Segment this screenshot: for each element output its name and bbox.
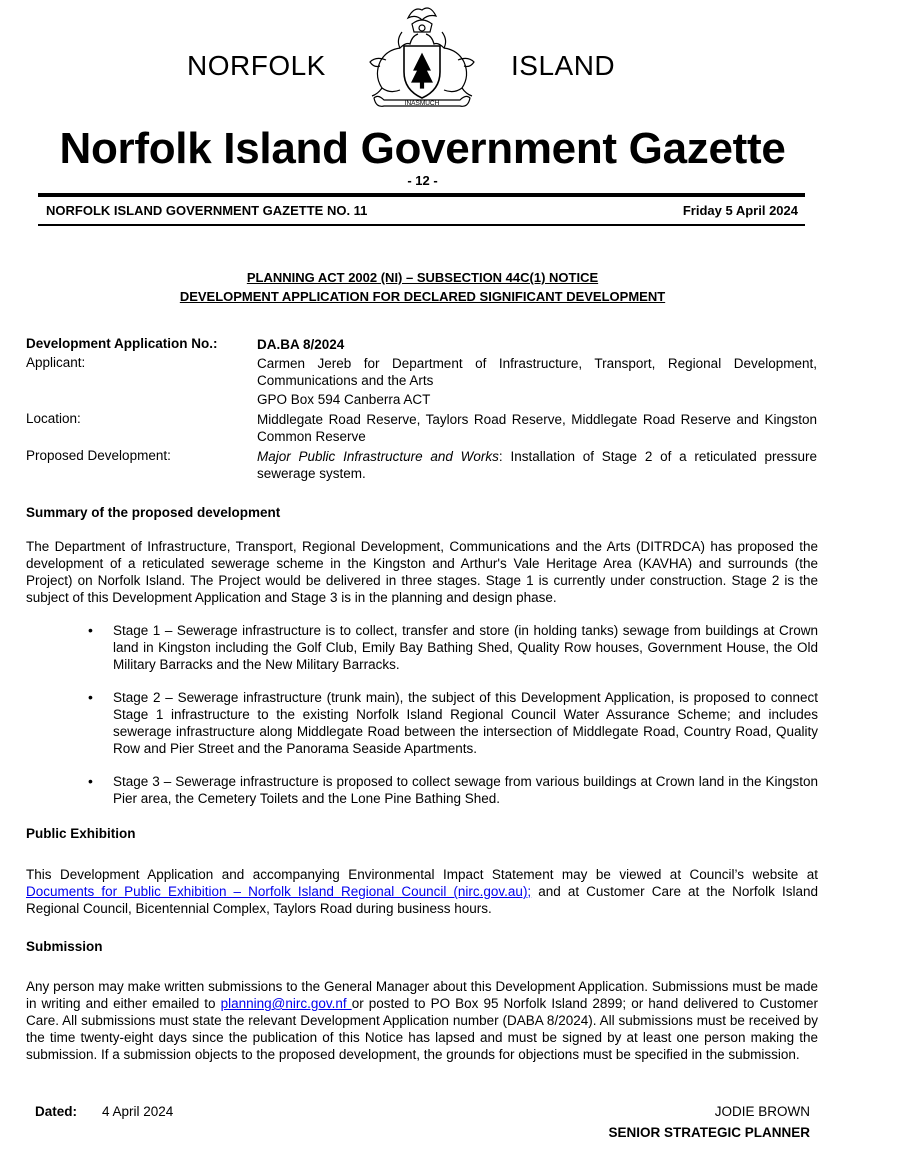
signatory-name: JODIE BROWN [714, 1104, 810, 1119]
gazette-number: NORFOLK ISLAND GOVERNMENT GAZETTE NO. 11 [46, 203, 368, 218]
coat-of-arms-crest [356, 2, 486, 114]
page-number: - 12 - [407, 173, 438, 188]
location-label: Location: [26, 411, 81, 426]
crest-motto: INASMUCH [404, 100, 440, 107]
notice-heading-1: PLANNING ACT 2002 (NI) – SUBSECTION 44C(1) NOTICE [246, 270, 599, 285]
gazette-title: Norfolk Island Government Gazette [59, 124, 786, 173]
gazette-date: Friday 5 April 2024 [682, 203, 798, 218]
stage-1-bullet: Stage 1 – Sewerage infrastructure is to collect, transfer and store (in holding tanks) sewage from buildings at Crown land in Kingston including the Golf Club, Emily Bay Bathing Shed, Quality Row houses, Government House, the Old Military Barracks and the New Military Barracks. [113, 623, 818, 672]
header-rule-top [38, 193, 805, 197]
bullet-marker: • [88, 689, 93, 705]
proposed-label: Proposed Development: [26, 448, 171, 463]
proposed-type: Major Public Infrastructure and Works [257, 449, 499, 464]
planning-email-link[interactable]: planning@nirc.gov.nf [220, 996, 352, 1011]
exhibition-documents-link[interactable]: Documents for Public Exhibition – Norfolk Island Regional Council (nirc.gov.au); [26, 884, 532, 899]
bullet-marker: • [88, 622, 93, 638]
exhibition-heading: Public Exhibition [26, 826, 136, 841]
app-no-label: Development Application No.: [26, 336, 218, 351]
exhibition-text-before: This Development Application and accompanying Environmental Impact Statement may be viewed at Council’s website at [26, 867, 818, 882]
dated-value: 4 April 2024 [102, 1104, 174, 1119]
proposed-value [257, 448, 817, 482]
exhibition-paragraph [26, 866, 818, 917]
dated-label: Dated: [35, 1104, 78, 1119]
proposed-description: : Installation of Stage 2 of a reticulated pressure sewerage system. [257, 449, 817, 481]
location-value: Middlegate Road Reserve, Taylors Road Reserve, Middlegate Road Reserve and Kingston Common Reserve [257, 412, 817, 444]
app-no-value: DA.BA 8/2024 [257, 337, 345, 352]
applicant-value: Carmen Jereb for Department of Infrastructure, Transport, Regional Development, Communications and the Arts [257, 356, 817, 388]
summary-heading: Summary of the proposed development [26, 505, 281, 520]
stage-2-bullet: Stage 2 – Sewerage infrastructure (trunk main), the subject of this Development Application, is proposed to connect Stage 1 infrastructure to the existing Norfolk Island Regional Council Water Assurance Scheme; and includes sewerage infrastructure along Middlegate Road between the intersection of Middlegate Road, Country Road, Quality Row and Pier Street and the Panorama Seaside Apartments. [113, 690, 818, 756]
submission-paragraph [26, 978, 818, 1063]
masthead-right-word: ISLAND [511, 50, 616, 81]
applicant-label: Applicant: [26, 355, 86, 370]
stage-3-bullet: Stage 3 – Sewerage infrastructure is proposed to collect sewage from various buildings at Crown land in the Kingston Pier area, the Cemetery Toilets and the Lone Pine Bathing Shed. [113, 774, 818, 806]
bullet-marker: • [88, 773, 93, 789]
notice-heading-2: DEVELOPMENT APPLICATION FOR DECLARED SIGNIFICANT DEVELOPMENT [179, 289, 666, 304]
summary-paragraph: The Department of Infrastructure, Transport, Regional Development, Communications and the Arts (DITRDCA) has proposed the development of a reticulated sewerage scheme in the Kingston and Arthur's Vale Heritage Area (KAVHA) and surrounds (the Project) on Norfolk Island. The Project would be delivered in three stages. Stage 1 is currently under construction. Stage 2 is the subject of this Development Application and Stage 3 is in the planning and design phase. [26, 539, 818, 605]
submission-text-after: or posted to PO Box 95 Norfolk Island 2899; or hand delivered to Customer Care. All submissions must state the relevant Development Application number (DABA 8/2024). All submissions must be received by the time twenty-eight days since the publication of this Notice has lapsed and must be signed by at least one person making the submission. If a submission objects to the proposed development, the grounds for objections must be specified in the submission. [26, 996, 818, 1062]
header-rule-bottom [38, 224, 805, 226]
masthead-left-word: NORFOLK [187, 50, 326, 81]
signatory-title: SENIOR STRATEGIC PLANNER [608, 1125, 810, 1140]
submission-heading: Submission [26, 939, 103, 954]
exhibition-text-after: and at Customer Care at the Norfolk Island Regional Council, Bicentennial Complex, Taylors Road during business hours. [26, 884, 818, 916]
submission-text-before: Any person may make written submissions to the General Manager about this Development Application. Submissions must be made in writing and either emailed to [26, 979, 818, 1011]
applicant-address: GPO Box 594 Canberra ACT [257, 392, 431, 407]
